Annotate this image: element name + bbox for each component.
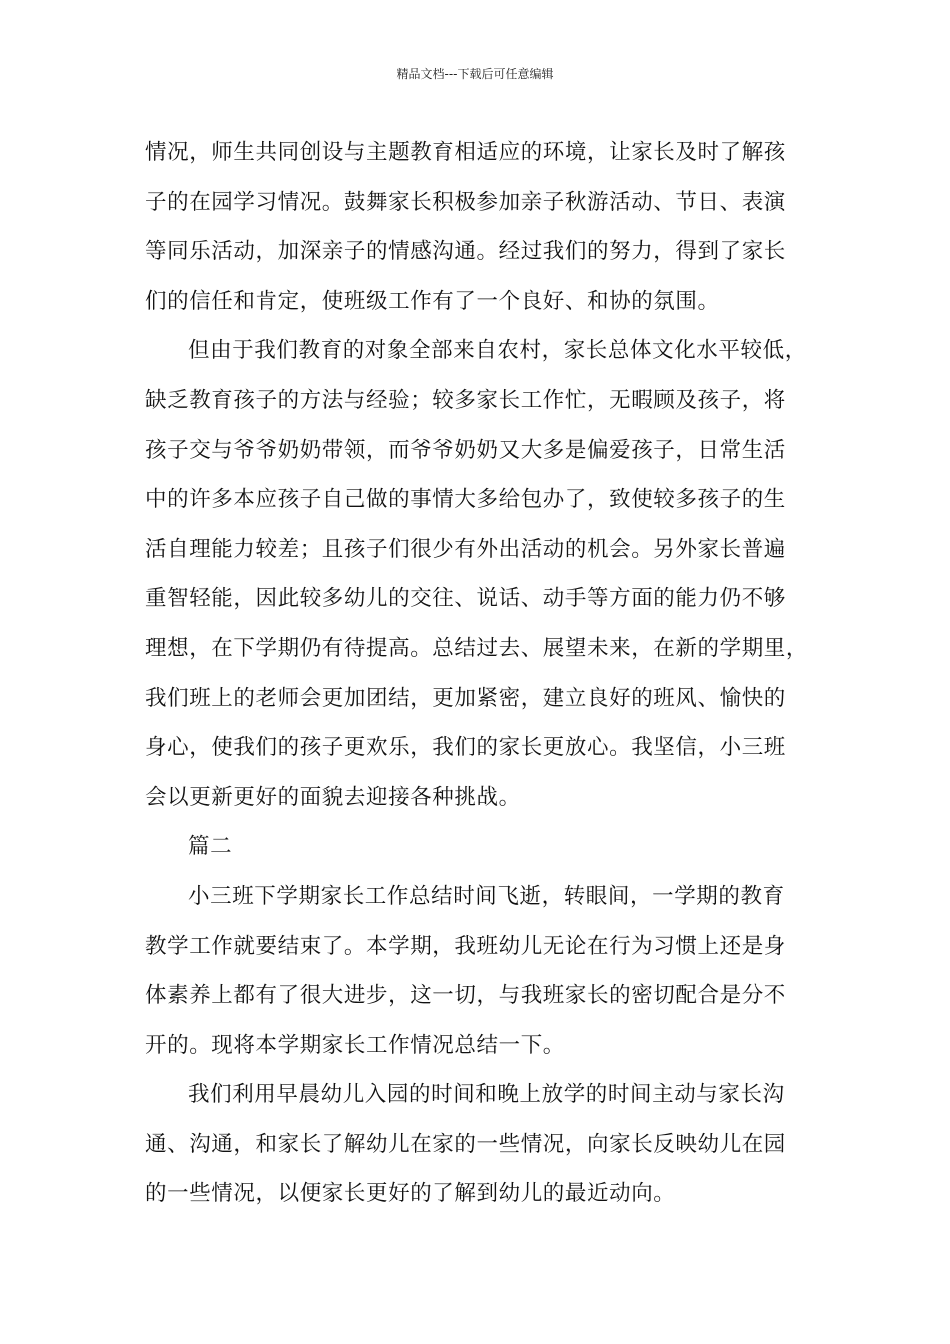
text-line: 我们班上的老师会更加团结，更加紧密，建立良好的班风、愉快的 (145, 685, 786, 711)
text-line: 情况，师生共同创设与主题教育相适应的环境，让家长及时了解孩 (145, 140, 786, 165)
paragraph-first-line: 小三班下学期家长工作总结时间飞逝，转眼间，一学期的教育 (188, 883, 785, 909)
text-line: 孩子交与爷爷奶奶带领，而爷爷奶奶又大多是偏爱孩子，日常生活 (145, 437, 786, 463)
text-line: 等同乐活动，加深亲子的情感沟通。经过我们的努力，得到了家长 (145, 239, 786, 265)
text-line: 子的在园学习情况。鼓舞家长积极参加亲子秋游活动、节日、表演 (145, 189, 786, 215)
text-line: 的一些情况，以便家长更好的了解到幼儿的最近动向。 (145, 1181, 676, 1207)
paragraph-first-line: 我们利用早晨幼儿入园的时间和晚上放学的时间主动与家长沟 (188, 1082, 785, 1108)
text-line: 重智轻能，因此较多幼儿的交往、说话、动手等方面的能力仍不够 (145, 586, 786, 612)
text-line: 开的。现将本学期家长工作情况总结一下。 (145, 1032, 565, 1058)
document-body (145, 128, 835, 1219)
section-heading: 篇二 (188, 834, 233, 860)
text-line: 活自理能力较差；且孩子们很少有外出活动的机会。另外家长普遍 (145, 536, 786, 562)
text-line: 们的信任和肯定，使班级工作有了一个良好、和协的氛围。 (145, 288, 720, 314)
text-line: 缺乏教育孩子的方法与经验；较多家长工作忙，无暇顾及孩子，将 (145, 387, 786, 413)
page-header: 精品文档---下载后可任意编辑 (396, 67, 554, 81)
text-line: 教学工作就要结束了。本学期，我班幼儿无论在行为习惯上还是身 (145, 933, 786, 959)
text-line: 体素养上都有了很大进步，这一切，与我班家长的密切配合是分不 (145, 983, 786, 1009)
text-line: 会以更新更好的面貌去迎接各种挑战。 (145, 784, 521, 810)
text-line: 理想，在下学期仍有待提高。总结过去、展望未来，在新的学期里， (145, 635, 809, 661)
text-line: 身心，使我们的孩子更欢乐，我们的家长更放心。我坚信，小三班 (145, 735, 786, 761)
text-line: 中的许多本应孩子自己做的事情大多给包办了，致使较多孩子的生 (145, 487, 786, 513)
paragraph-first-line: 但由于我们教育的对象全部来自农村，家长总体文化水平较低， (188, 338, 807, 364)
text-line: 通、沟通，和家长了解幼儿在家的一些情况，向家长反映幼儿在园 (145, 1131, 786, 1157)
